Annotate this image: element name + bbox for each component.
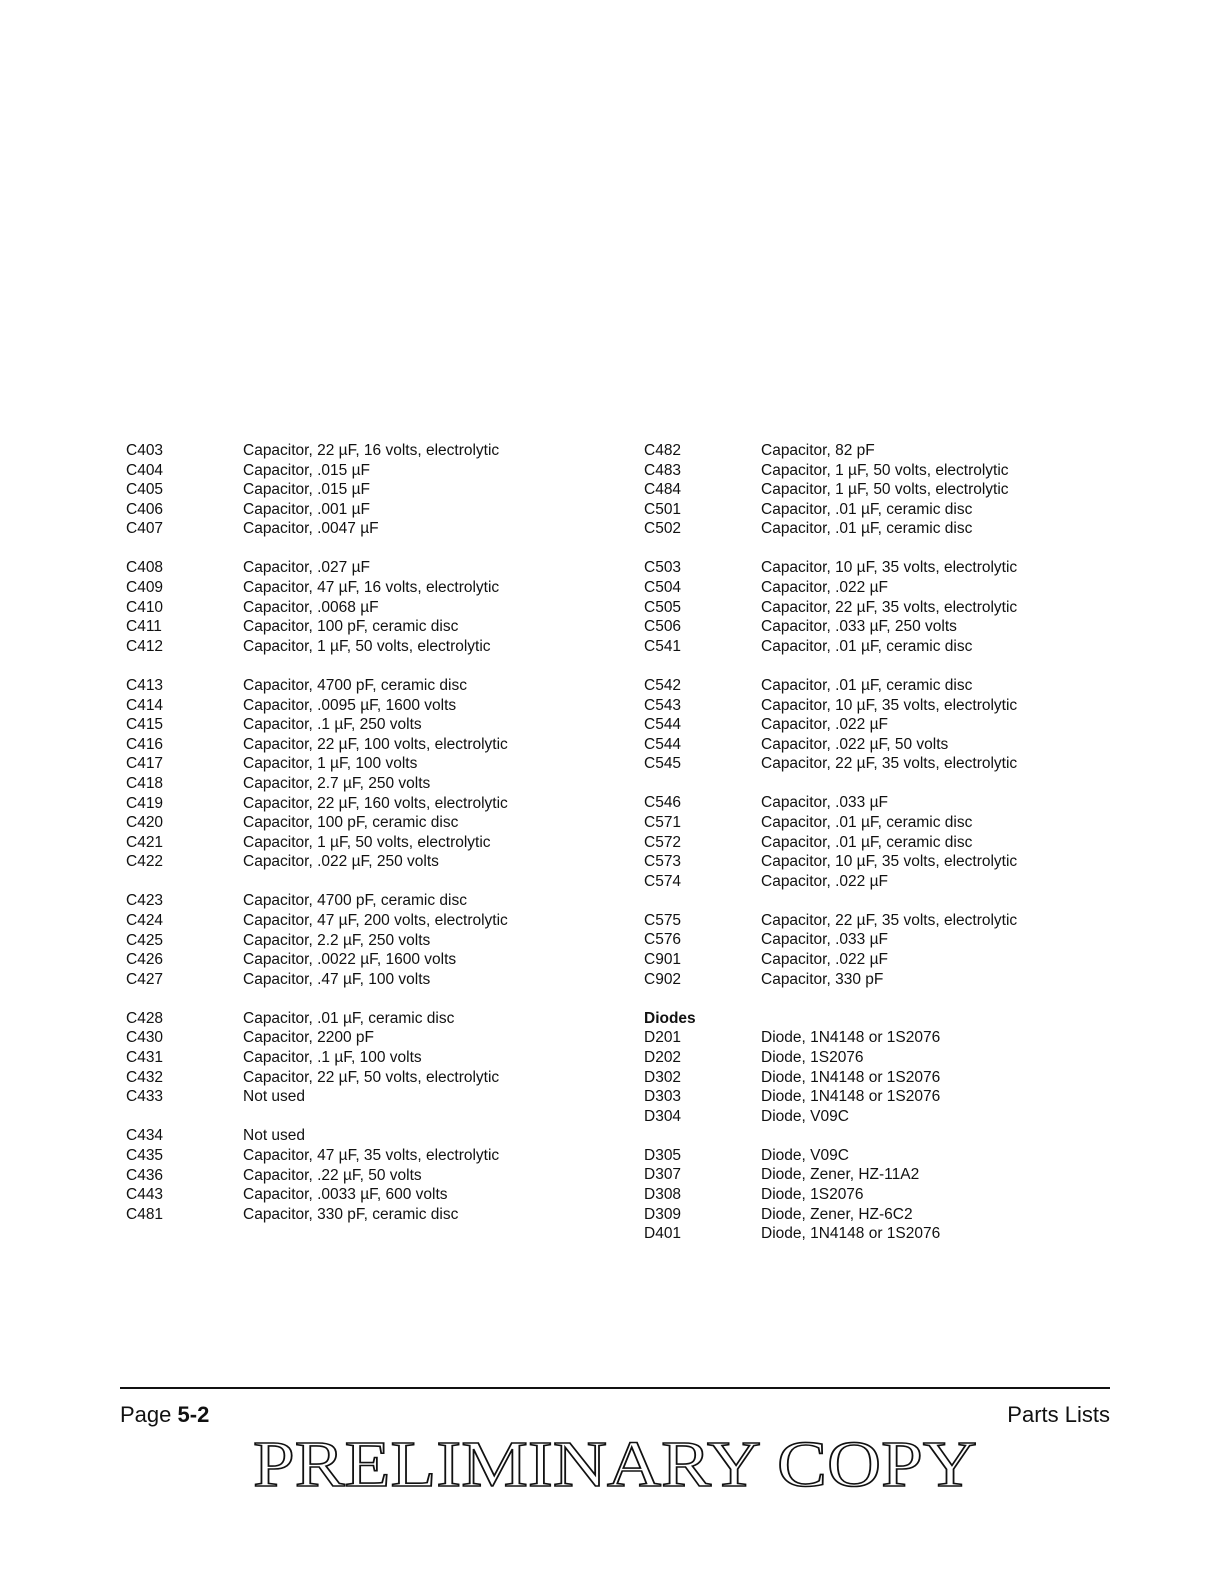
parts-row [126,1009,606,1029]
parts-row [126,441,606,461]
parts-row [126,1068,606,1088]
parts-row [644,950,1124,970]
part-description: Capacitor, 2200 pF [243,1029,374,1047]
part-description: Capacitor, .22 µF, 50 volts [243,1166,422,1184]
parts-row [644,1087,1124,1107]
parts-row [126,1048,606,1068]
part-description: Not used [243,1127,306,1145]
part-ref: C411 [126,618,162,636]
parts-row [644,441,1124,461]
part-ref: C443 [126,1186,164,1204]
part-ref: C433 [126,1088,164,1106]
part-description: Diode, V09C [761,1146,849,1164]
part-description: Diode, Zener, HZ-11A2 [761,1166,920,1184]
part-description: Capacitor, 4700 pF, ceramic disc [243,676,467,694]
part-ref: C422 [126,853,164,871]
part-ref: C542 [644,676,682,694]
parts-row [644,813,1124,833]
part-description: Capacitor, .1 µF, 100 volts [243,1049,422,1067]
part-ref: C417 [126,755,164,773]
part-ref: C502 [644,520,682,538]
part-description: Capacitor, .01 µF, ceramic disc [761,676,973,694]
part-description: Capacitor, .015 µF [243,481,370,499]
parts-row [126,852,606,872]
part-description: Capacitor, 22 µF, 35 volts, electrolytic [761,598,1018,616]
part-ref: C506 [644,618,682,636]
parts-row [126,833,606,853]
part-ref: C431 [126,1049,164,1067]
stamp-text: PRELIMINARY COPY [253,1432,977,1496]
parts-row [126,1185,606,1205]
parts-row [644,637,1124,657]
part-description: Capacitor, 330 pF, ceramic disc [243,1205,459,1223]
part-description: Capacitor, 330 pF [761,970,884,988]
parts-group [126,441,606,539]
parts-row [126,1087,606,1107]
part-ref: C426 [126,951,164,969]
part-ref: C416 [126,735,164,753]
part-description: Capacitor, .01 µF, ceramic disc [761,833,973,851]
parts-row [644,1048,1124,1068]
part-description: Capacitor, 10 µF, 35 volts, electrolytic [761,853,1018,871]
part-description: Capacitor, .01 µF, ceramic disc [761,637,973,655]
part-description: Capacitor, 22 µF, 35 volts, electrolytic [761,755,1018,773]
parts-row [644,735,1124,755]
part-description: Capacitor, .01 µF, ceramic disc [243,1009,455,1027]
part-description: Capacitor, .027 µF [243,559,370,577]
part-description: Diode, 1N4148 or 1S2076 [761,1225,941,1243]
parts-row [644,970,1124,990]
parts-row [126,519,606,539]
part-description: Capacitor, 22 µF, 100 volts, electrolytic [243,735,508,753]
parts-group [644,911,1124,989]
part-ref: D303 [644,1088,682,1106]
footer-rule [120,1387,1110,1389]
part-ref: C408 [126,559,164,577]
part-description: Capacitor, 1 µF, 50 volts, electrolytic [761,481,1009,499]
part-description: Capacitor, 1 µF, 50 volts, electrolytic [761,461,1009,479]
parts-row [126,676,606,696]
parts-row [644,930,1124,950]
part-ref: C418 [126,774,164,792]
parts-row [126,1126,606,1146]
part-ref: C436 [126,1166,164,1184]
parts-row [126,931,606,951]
part-description: Capacitor, 1 µF, 50 volts, electrolytic [243,637,491,655]
part-ref: C435 [126,1146,164,1164]
parts-row [126,461,606,481]
parts-row [126,950,606,970]
parts-row [644,676,1124,696]
part-ref: C412 [126,637,164,655]
parts-group [644,793,1124,891]
parts-row [126,911,606,931]
part-ref: C403 [126,442,164,459]
part-description: Capacitor, 82 pF [761,442,875,459]
part-ref: C505 [644,598,682,616]
parts-group [644,676,1124,774]
part-description: Capacitor, .0022 µF, 1600 volts [243,951,457,969]
part-description: Diode, V09C [761,1107,849,1125]
parts-group [126,676,606,872]
parts-row [644,519,1124,539]
part-ref: C503 [644,559,682,577]
part-description: Capacitor, .015 µF [243,461,370,479]
part-description: Capacitor, 10 µF, 35 volts, electrolytic [761,559,1018,577]
part-description: Diode, 1S2076 [761,1048,864,1066]
parts-group [126,1126,606,1224]
part-description: Capacitor, 47 µF, 200 volts, electrolytic [243,911,508,929]
section-title: Parts Lists [1007,1402,1110,1427]
part-ref: C425 [126,931,164,949]
parts-row [644,696,1124,716]
part-description: Diode, Zener, HZ-6C2 [761,1205,913,1223]
parts-row [126,558,606,578]
part-description: Diode, 1N4148 or 1S2076 [761,1088,941,1106]
parts-row [126,500,606,520]
parts-row [126,891,606,911]
part-description: Capacitor, 22 µF, 50 volts, electrolytic [243,1068,500,1086]
part-ref: C545 [644,755,682,773]
part-description: Capacitor, .033 µF, 250 volts [761,618,957,636]
part-description: Capacitor, .001 µF [243,500,370,518]
part-ref: C541 [644,637,682,655]
parts-row [126,970,606,990]
part-ref: D202 [644,1048,682,1066]
part-ref: C504 [644,579,682,597]
preliminary-copy-stamp [250,1432,980,1496]
parts-row [644,1165,1124,1185]
part-ref: C432 [126,1068,164,1086]
parts-row [126,754,606,774]
parts-group [644,441,1124,539]
parts-row [126,578,606,598]
part-ref: C481 [126,1205,164,1223]
part-description: Capacitor, .022 µF [761,716,888,734]
parts-row [644,833,1124,853]
part-description: Capacitor, 47 µF, 16 volts, electrolytic [243,579,500,597]
parts-row [126,1146,606,1166]
part-description: Capacitor, .01 µF, ceramic disc [761,500,973,518]
parts-row [644,1224,1124,1244]
part-description: Capacitor, .01 µF, ceramic disc [761,814,973,831]
parts-row [644,793,1124,813]
parts-row [644,480,1124,500]
part-ref: C404 [126,461,164,479]
parts-row [126,617,606,637]
parts-row [644,1205,1124,1225]
part-description: Capacitor, .01 µF, ceramic disc [761,520,973,538]
part-ref: C571 [644,814,682,831]
part-description: Capacitor, .47 µF, 100 volts [243,970,431,988]
part-description: Capacitor, 2.2 µF, 250 volts [243,931,431,949]
part-ref: D305 [644,1146,682,1164]
part-description: Diode, 1N4148 or 1S2076 [761,1068,941,1086]
parts-group [644,1028,1124,1126]
part-description: Capacitor, .022 µF [761,872,888,890]
part-ref: C407 [126,520,164,538]
parts-row [644,1107,1124,1127]
part-ref: C410 [126,598,164,616]
part-ref: D308 [644,1186,682,1203]
part-ref: C424 [126,911,164,929]
part-ref: C576 [644,931,682,949]
part-description: Capacitor, 4700 pF, ceramic disc [243,892,467,910]
parts-group [644,1146,1124,1244]
part-description: Capacitor, .022 µF [761,579,888,597]
part-description: Capacitor, 22 µF, 16 volts, electrolytic [243,442,500,459]
parts-row [644,461,1124,481]
part-ref: C575 [644,911,682,929]
part-description: Diode, 1S2076 [761,1186,864,1203]
part-ref: C901 [644,951,682,969]
parts-row [644,1028,1124,1048]
diodes-heading: Diodes [644,1009,696,1027]
part-ref: C483 [644,461,682,479]
part-ref: C423 [126,892,164,910]
part-description: Capacitor, 2.7 µF, 250 volts [243,774,431,792]
part-ref: C415 [126,716,164,734]
parts-group [126,891,606,989]
part-description: Capacitor, 100 pF, ceramic disc [243,814,459,832]
part-description: Capacitor, .1 µF, 250 volts [243,716,422,734]
part-ref: D307 [644,1166,682,1184]
parts-row [126,774,606,794]
parts-row [644,1146,1124,1166]
parts-row [644,754,1124,774]
parts-row [126,715,606,735]
parts-row [644,1185,1124,1205]
part-ref: C484 [644,481,682,499]
parts-row [644,1068,1124,1088]
part-ref: D201 [644,1029,682,1047]
part-description: Capacitor, .0047 µF [243,520,379,538]
part-description: Capacitor, 22 µF, 35 volts, electrolytic [761,911,1018,929]
part-ref: C413 [126,676,164,694]
part-ref: C544 [644,735,682,753]
part-ref: C419 [126,794,164,812]
part-description: Capacitor, 1 µF, 100 volts [243,755,418,773]
part-ref: C414 [126,696,164,714]
part-description: Capacitor, .022 µF, 250 volts [243,853,439,871]
part-ref: C434 [126,1127,164,1145]
parts-row [644,578,1124,598]
part-ref: C573 [644,853,682,871]
part-description: Capacitor, .033 µF [761,931,888,949]
part-ref: C902 [644,970,682,988]
part-ref: C501 [644,500,682,518]
part-description: Capacitor, 100 pF, ceramic disc [243,618,459,636]
parts-row [126,480,606,500]
part-ref: C406 [126,500,164,518]
part-ref: C482 [644,442,682,459]
part-description: Capacitor, .0068 µF [243,598,379,616]
part-description: Capacitor, .0033 µF, 600 volts [243,1186,448,1204]
parts-row [644,911,1124,931]
right-parts-column [644,441,1124,1263]
parts-row [644,872,1124,892]
part-ref: C421 [126,833,164,851]
part-ref: C546 [644,794,682,812]
part-ref: C405 [126,481,164,499]
part-ref: D309 [644,1205,682,1223]
left-parts-column [126,441,606,1244]
part-description: Not used [243,1088,306,1106]
parts-group [126,1009,606,1107]
parts-row [644,852,1124,872]
part-ref: C572 [644,833,682,851]
part-ref: C544 [644,716,682,734]
part-ref: C428 [126,1009,164,1027]
parts-row [126,735,606,755]
parts-row [644,598,1124,618]
part-description: Capacitor, 1 µF, 50 volts, electrolytic [243,833,491,851]
part-description: Capacitor, 10 µF, 35 volts, electrolytic [761,696,1018,714]
part-ref: C420 [126,814,164,832]
parts-row [126,794,606,814]
part-description: Capacitor, .0095 µF, 1600 volts [243,696,457,714]
part-description: Diode, 1N4148 or 1S2076 [761,1029,941,1047]
page-number: Page 5-2 [120,1402,210,1427]
parts-row [644,617,1124,637]
parts-row [126,1166,606,1186]
part-ref: C574 [644,872,682,890]
part-ref: D302 [644,1068,682,1086]
part-description: Capacitor, .022 µF, 50 volts [761,735,949,753]
part-description: Capacitor, 47 µF, 35 volts, electrolytic [243,1146,500,1164]
part-description: Capacitor, 22 µF, 160 volts, electrolytic [243,794,508,812]
part-ref: C427 [126,970,164,988]
parts-row [126,637,606,657]
parts-row [126,598,606,618]
part-ref: C430 [126,1029,164,1047]
parts-row [126,1205,606,1225]
parts-row [126,1028,606,1048]
parts-row [126,813,606,833]
parts-row [126,696,606,716]
part-description: Capacitor, .033 µF [761,794,888,812]
parts-group [644,558,1124,656]
part-ref: C409 [126,579,164,597]
parts-row [644,715,1124,735]
part-ref: C543 [644,696,682,714]
parts-row [644,558,1124,578]
parts-group [126,558,606,656]
part-ref: D401 [644,1225,682,1243]
parts-row [644,500,1124,520]
part-ref: D304 [644,1107,682,1125]
part-description: Capacitor, .022 µF [761,951,888,969]
